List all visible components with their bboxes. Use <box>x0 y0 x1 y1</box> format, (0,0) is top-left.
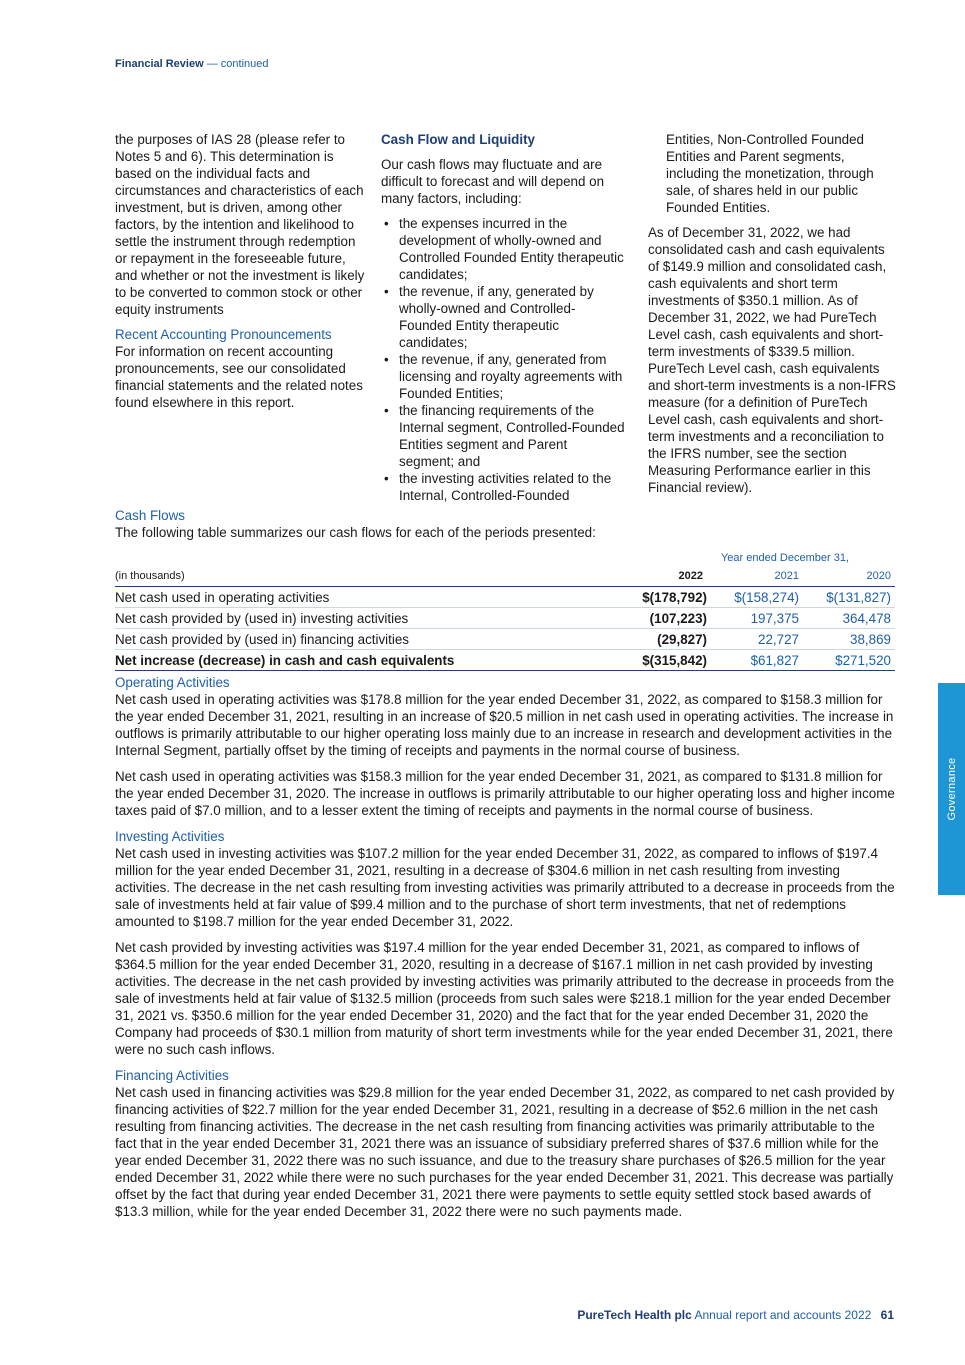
section-heading: Cash Flows <box>115 508 185 523</box>
section-title: Financial Review <box>115 58 204 70</box>
period-label: Year ended December 31, <box>720 552 849 564</box>
cash-flows-intro <box>115 507 895 541</box>
list-item: • the financing requirements of the Internal segment, Controlled-Founded Entities segment and Parent segment; and <box>381 402 626 470</box>
cell-2022: (107,223) <box>615 608 707 629</box>
list-item: • the revenue, if any, generated by wholly-owned and Controlled-Founded Entity therapeutic candidates; <box>381 283 626 351</box>
column-3 <box>648 131 898 504</box>
table-period-row <box>115 550 895 566</box>
paragraph: Net cash used in investing activities was $107.2 million for the year ended December 31, 2022, as compared to inflows of $197.4 million for the year ended December 31, 2021, resulting in a decrease of $304.6 million in net cash resulting from investing activities. The decrease in the net cash resulting from investing activities was primarily attributed to a decrease in proceeds from the sale of investments held at fair value of $99.4 million and to the purchase of short term investments, that net of redemptions amounted to $198.7 million for the year ended December 31, 2022. <box>115 846 895 929</box>
list-item: • the expenses incurred in the development of wholly-owned and Controlled Founded Entity therapeutic candidates; <box>381 215 626 283</box>
cell-2021: $61,827 <box>707 650 799 671</box>
side-tab-governance[interactable] <box>938 683 965 895</box>
cell-2020: 38,869 <box>799 629 895 650</box>
table-row <box>115 587 895 608</box>
company-name: PureTech Health plc <box>577 1308 692 1322</box>
section-heading: Cash Flow and Liquidity <box>381 132 535 147</box>
row-label: Net cash used in operating activities <box>115 587 615 608</box>
paragraph: the purposes of IAS 28 (please refer to Notes 5 and 6). This determination is based on the individual facts and circumstances and characteristics of each investment, but is driven, among other factors, by the intention and likelihood to settle the instrument through redemption or repayment in the foreseeable future, and whether or not the investment is likely to be converted to common stock or other equity instruments <box>115 132 365 317</box>
cash-flow-table <box>115 550 895 671</box>
cell-2022: $(315,842) <box>615 650 707 671</box>
table-row <box>115 608 895 629</box>
row-label: Net increase (decrease) in cash and cash equivalents <box>115 650 615 671</box>
year-header: 2020 <box>799 566 895 587</box>
section-heading: Recent Accounting Pronouncements <box>115 327 332 342</box>
column-1 <box>115 131 365 419</box>
paragraph: Net cash provided by investing activities was $197.4 million for the year ended December 31, 2021, as compared to inflows of $364.5 million for the year ended December 31, 2020, resulting in a decrease of $167.1 million in net cash provided by investing activities. The decrease in the net cash provided by investing activities was primarily attributed to the decrease in proceeds from the sale of investments held at fair value of $132.5 million (proceeds from such sales were $218.1 million for the year ended December 31, 2021 vs. $350.6 million for the year ended December 31, 2020) and the fact that for the year ended December 31, 2020 the Company had proceeds of $30.1 million from maturity of short term investments while for the year ended December 31, 2021, there were no such cash inflows. <box>115 940 895 1057</box>
running-header <box>115 58 268 70</box>
cell-2022: $(178,792) <box>615 587 707 608</box>
paragraph: As of December 31, 2022, we had consolidated cash and cash equivalents of $149.9 million and consolidated cash, cash equivalents and short term investments of $350.1 million. As of December 31, 2022, we had PureTech Level cash, cash equivalents and short-term investments of $339.5 million. PureTech Level cash, cash equivalents and short-term investments is a non-IFRS measure (for a definition of PureTech Level cash, cash equivalents and short-term investments and a reconciliation to the IFRS number, see the section Measuring Performance earlier in this Financial review). <box>648 225 896 495</box>
bullet-list <box>381 215 626 504</box>
section-suffix: — continued <box>206 58 269 70</box>
list-item-continuation: Entities, Non-Controlled Founded Entities and Parent segments, including the monetization, through sale, of shares held in our public Founded Entities. <box>666 132 874 215</box>
cell-2020: $271,520 <box>799 650 895 671</box>
year-header: 2022 <box>615 566 707 587</box>
units-label: (in thousands) <box>115 566 615 587</box>
cell-2022: (29,827) <box>615 629 707 650</box>
row-label: Net cash provided by (used in) investing activities <box>115 608 615 629</box>
page-number: 61 <box>880 1308 894 1322</box>
paragraph: Net cash used in operating activities was $158.3 million for the year ended December 31, 2021, as compared to $131.8 million for the year ended December 31, 2020. The increase in outflows is primarily attributable to our higher operating loss and higher income taxes paid of $7.0 million, and to a lesser extent the timing of receipts and payments in the normal course of business. <box>115 769 895 818</box>
list-item: • the revenue, if any, generated from licensing and royalty agreements with Founded Entities; <box>381 351 626 402</box>
cell-2021: 22,727 <box>707 629 799 650</box>
paragraph: The following table summarizes our cash flows for each of the periods presented: <box>115 525 596 540</box>
table-total-row <box>115 650 895 671</box>
paragraph: Net cash used in financing activities was $29.8 million for the year ended December 31, 2022, as compared to net cash provided by financing activities of $22.7 million for the year ended December 31, 2021, resulting in a decrease of $52.6 million in the net cash resulting from financing activities. The decrease in the net cash resulting from financing activities was primarily attributable to the fact that in the year ended December 31, 2021 there was an issuance of subsidiary preferred shares of $37.6 million while for the year ended December 31, 2022 there was no such issuance, and due to the treasury share purchases of $26.5 million for the year ended December 31, 2022 while there were no such purchases for the year ended December 31, 2021. This decrease was partially offset by the fact that during year ended December 31, 2021 there were payments to settle equity settled stock based awards of $13.3 million, while for the year ended December 31, 2022 there were no such payments made. <box>115 1085 895 1219</box>
section-heading: Financing Activities <box>115 1068 229 1083</box>
report-title: Annual report and accounts 2022 <box>694 1308 872 1322</box>
footer <box>577 1308 894 1322</box>
cell-2020: 364,478 <box>799 608 895 629</box>
paragraph: Our cash flows may fluctuate and are difficult to forecast and will depend on many factors, including: <box>381 157 605 206</box>
year-header: 2021 <box>707 566 799 587</box>
column-2 <box>381 131 626 504</box>
side-tab-label: Governance <box>945 757 958 821</box>
cell-2021: $(158,274) <box>707 587 799 608</box>
cell-2020: $(131,827) <box>799 587 895 608</box>
paragraph: Net cash used in operating activities was $178.8 million for the year ended December 31, 2022, as compared to $158.3 million for the year ended December 31, 2021, resulting in an increase of $20.5 million in net cash used in operating activities. The increase in outflows is primarily attributable to our higher operating loss mainly due to an increase in research and development activities in the Internal Segment, partially offset by the timing of receipts and payments in the normal course of business. <box>115 692 894 758</box>
section-heading: Operating Activities <box>115 675 230 690</box>
list-item: • the investing activities related to the Internal, Controlled-Founded <box>381 470 626 504</box>
row-label: Net cash provided by (used in) financing activities <box>115 629 615 650</box>
table-row <box>115 629 895 650</box>
cell-2021: 197,375 <box>707 608 799 629</box>
section-heading: Investing Activities <box>115 829 225 844</box>
table-header-row <box>115 566 895 587</box>
paragraph: For information on recent accounting pronouncements, see our consolidated financial statements and the related notes found elsewhere in this report. <box>115 344 363 410</box>
body-sections <box>115 674 897 1229</box>
